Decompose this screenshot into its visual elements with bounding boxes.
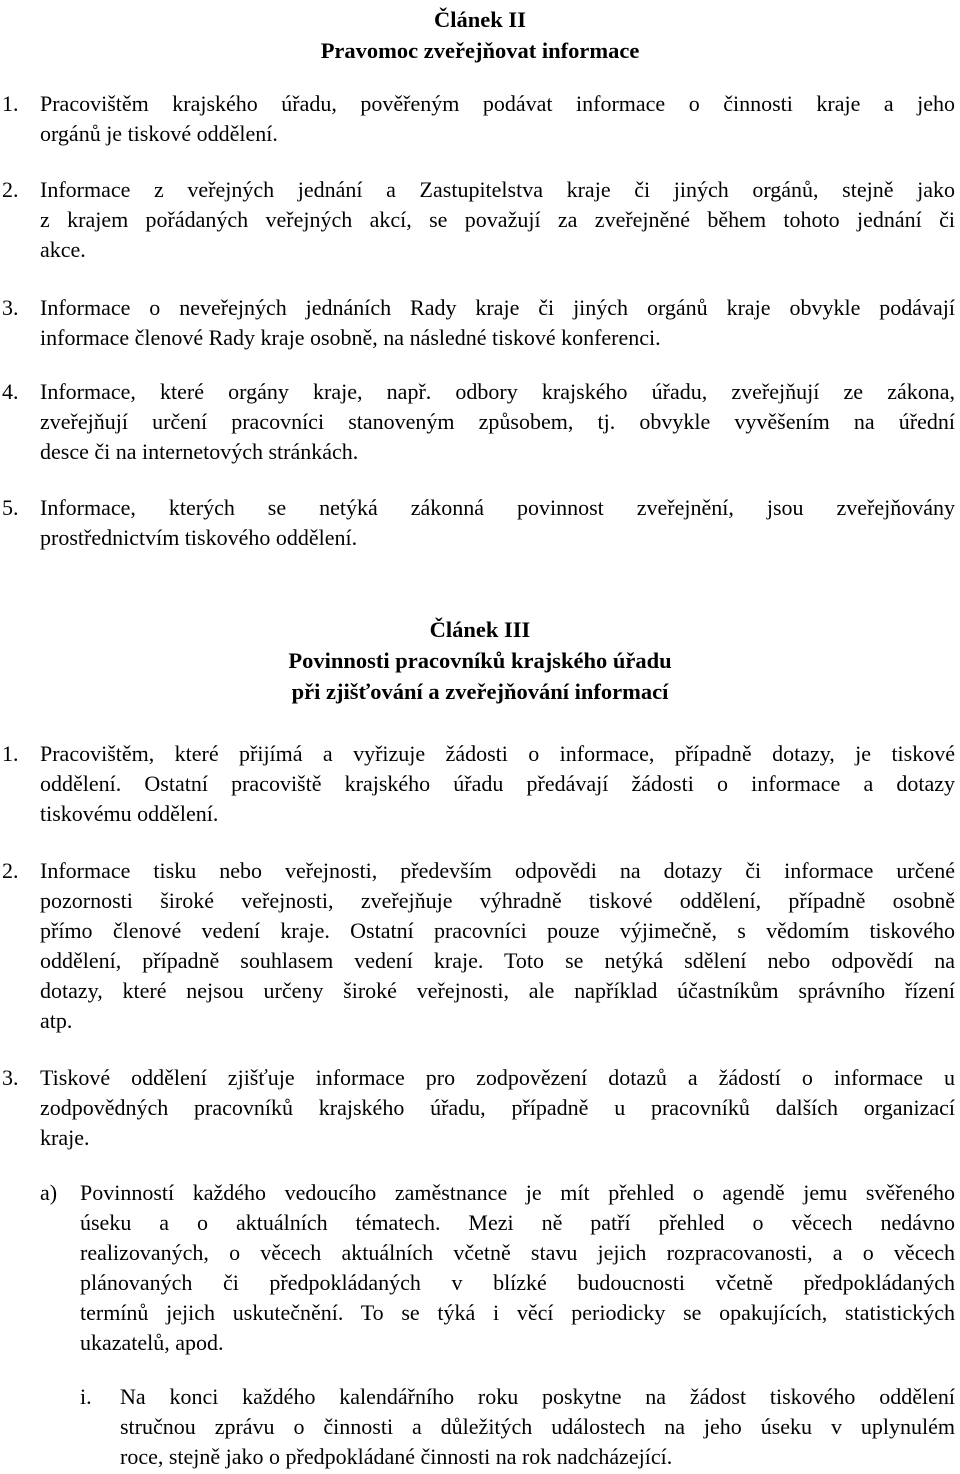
article-2-number: Článek II — [434, 7, 526, 32]
text-line: ukazatelů, apod. — [80, 1330, 224, 1355]
text-line: desce či na internetových stránkách. — [40, 439, 359, 464]
text-line: Informace tisku nebo veřejnosti, především odpovědi na dotazy či informace určené — [40, 858, 955, 883]
text-line: zodpovědných pracovníků krajského úřadu, případně u pracovníků dalších organizací — [40, 1095, 955, 1120]
text-line: oddělení. Ostatní pracoviště krajského úřadu předávají žádosti o informace a dotazy — [40, 771, 955, 796]
article-3-title-line-1: Povinnosti pracovníků krajského úřadu — [288, 648, 672, 673]
subitem-letter: a) — [40, 1180, 58, 1205]
item-number: 2. — [2, 177, 19, 202]
text-line: Povinností každého vedoucího zaměstnance je mít přehled o agendě jemu svěřeného — [80, 1180, 955, 1205]
item-text — [40, 89, 955, 149]
text-line: orgánů je tiskové oddělení. — [40, 121, 278, 146]
item-number: 1. — [2, 741, 19, 766]
item-text — [40, 1063, 955, 1153]
item-number: 3. — [2, 1065, 19, 1090]
article-2-heading — [0, 4, 960, 66]
text-line: zveřejňují určení pracovníci stanoveným způsobem, tj. obvykle vyvěšením na úřední — [40, 409, 955, 434]
text-line: realizovaných, o věcech aktuálních včetně stavu jejich rozpracovanosti, a o věcech — [80, 1240, 955, 1265]
article-2-title: Pravomoc zveřejňovat informace — [320, 38, 640, 63]
text-line: akce. — [40, 237, 86, 262]
text-line: oddělení, případně souhlasem vedení kraje. Toto se netýká sdělení nebo odpovědí na — [40, 948, 955, 973]
text-line: úseku a o aktuálních tématech. Mezi ně patří přehled o věcech nedávno — [80, 1210, 955, 1235]
item-number: 1. — [2, 91, 19, 116]
text-line: Informace, kterých se netýká zákonná povinnost zveřejnění, jsou zveřejňovány — [40, 495, 955, 520]
article-3-heading — [0, 614, 960, 707]
text-line: přímo členové vedení kraje. Ostatní pracovníci pouze výjimečně, s vědomím tiskového — [40, 918, 955, 943]
item-number: 3. — [2, 295, 19, 320]
item-text — [40, 175, 955, 265]
text-line: Tiskové oddělení zjišťuje informace pro zodpovězení dotazů a žádostí o informace u — [40, 1065, 955, 1090]
text-line: termínů jejich uskutečnění. To se týká i věcí periodicky se opakujících, statistických — [80, 1300, 955, 1325]
text-line: Pracovištěm krajského úřadu, pověřeným podávat informace o činnosti kraje a jeho — [40, 91, 955, 116]
text-line: Na konci každého kalendářního roku poskytne na žádost tiskového oddělení — [120, 1384, 955, 1409]
text-line: prostřednictvím tiskového oddělení. — [40, 525, 358, 550]
item-text — [40, 739, 955, 829]
item-text — [40, 293, 955, 353]
text-line: tiskovému oddělení. — [40, 801, 219, 826]
article-3-title-line-2: při zjišťování a zveřejňování informací — [291, 679, 669, 704]
article-3-number: Článek III — [429, 617, 531, 642]
text-line: pozornosti široké veřejnosti, zveřejňuje výhradně tiskové oddělení, případně osobně — [40, 888, 955, 913]
text-line: Informace, které orgány kraje, např. odbory krajského úřadu, zveřejňují ze zákona, — [40, 379, 955, 404]
subsubitem-number: i. — [80, 1384, 92, 1409]
item-number: 4. — [2, 379, 19, 404]
text-line: atp. — [40, 1008, 73, 1033]
item-text — [40, 493, 955, 553]
text-line: stručnou zprávu o činnosti a důležitých událostech na jeho úseku v uplynulém — [120, 1414, 955, 1439]
text-line: Informace z veřejných jednání a Zastupitelstva kraje či jiných orgánů, stejně jako — [40, 177, 955, 202]
text-line: z krajem pořádaných veřejných akcí, se považují za zveřejněné během tohoto jednání či — [40, 207, 955, 232]
text-line: informace členové Rady kraje osobně, na následné tiskové konferenci. — [40, 325, 661, 350]
item-text — [40, 856, 955, 1036]
text-line: kraje. — [40, 1125, 90, 1150]
item-number: 2. — [2, 858, 19, 883]
text-line: dotazy, které nejsou určeny široké veřejnosti, ale například účastníkům správního řízení — [40, 978, 955, 1003]
text-line: Informace o neveřejných jednáních Rady kraje či jiných orgánů kraje obvykle podávají — [40, 295, 955, 320]
text-line: plánovaných či předpokládaných v blízké budoucnosti včetně předpokládaných — [80, 1270, 955, 1295]
text-line: Pracovištěm, které přijímá a vyřizuje žádosti o informace, případně dotazy, je tiskové — [40, 741, 955, 766]
item-text — [40, 377, 955, 467]
item-number: 5. — [2, 495, 19, 520]
subitem-text — [80, 1178, 955, 1358]
text-line: roce, stejně jako o předpokládané činnosti na rok nadcházející. — [120, 1444, 673, 1469]
subsubitem-text — [120, 1382, 955, 1472]
